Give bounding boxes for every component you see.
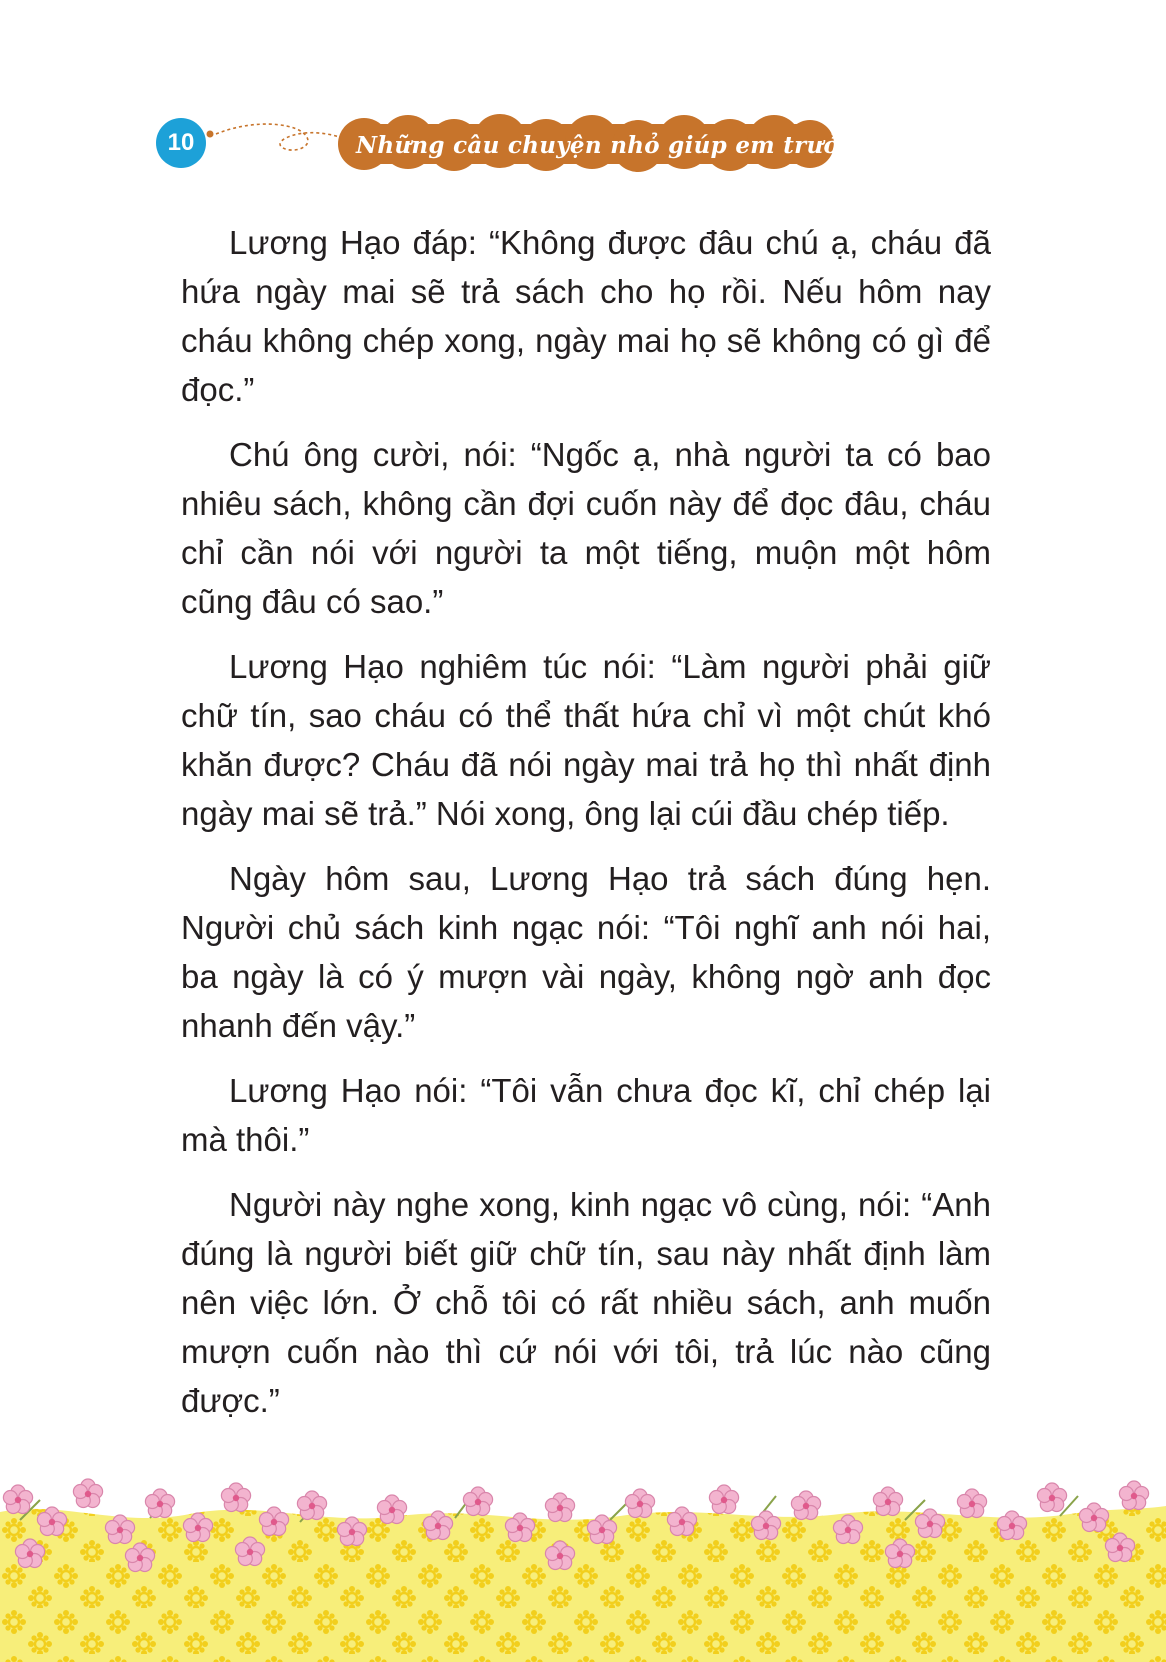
book-title: Những câu chuyện nhỏ giúp em trưởng thành xyxy=(356,132,959,159)
floral-footer-decoration xyxy=(0,1470,1166,1662)
paragraph: Lương Hạo nói: “Tôi vẫn chưa đọc kĩ, chỉ chép lại mà thôi.” xyxy=(181,1072,991,1158)
paragraph: Chú ông cười, nói: “Ngốc ạ, nhà người ta có bao nhiêu sách, không cần đợi cuốn này để đọc đâu, cháu chỉ cần nói với người ta một tiếng, muộn một hôm cũng đâu có sao.” xyxy=(181,436,991,620)
paragraph: Lương Hạo đáp: “Không được đâu chú ạ, cháu đã hứa ngày mai sẽ trả sách cho họ rồi. Nếu hôm nay cháu không chép xong, ngày mai họ sẽ không có gì để đọc.” xyxy=(181,224,991,408)
story-text xyxy=(181,218,991,1441)
page-number-badge: 10 xyxy=(156,118,206,168)
paragraph: Ngày hôm sau, Lương Hạo trả sách đúng hẹn. Người chủ sách kinh ngạc nói: “Tôi nghĩ anh nói hai, ba ngày là có ý mượn vài ngày, không ngờ anh đọc nhanh đến vậy.” xyxy=(181,860,991,1044)
paragraph: Người này nghe xong, kinh ngạc vô cùng, nói: “Anh đúng là người biết giữ chữ tín, sau này nhất định làm nên việc lớn. Ở chỗ tôi có rất nhiều sách, anh muốn mượn cuốn nào thì cứ nói với tôi, trả lúc nào cũng được.” xyxy=(181,1186,991,1419)
dotted-connector-decoration xyxy=(206,118,346,178)
paragraph: Lương Hạo nghiêm túc nói: “Làm người phải giữ chữ tín, sao cháu có thể thất hứa chỉ vì một chút khó khăn được? Cháu đã nói ngày mai trả họ thì nhất định ngày mai sẽ trả.” Nói xong, ông lại cúi đầu chép tiếp. xyxy=(181,648,991,832)
